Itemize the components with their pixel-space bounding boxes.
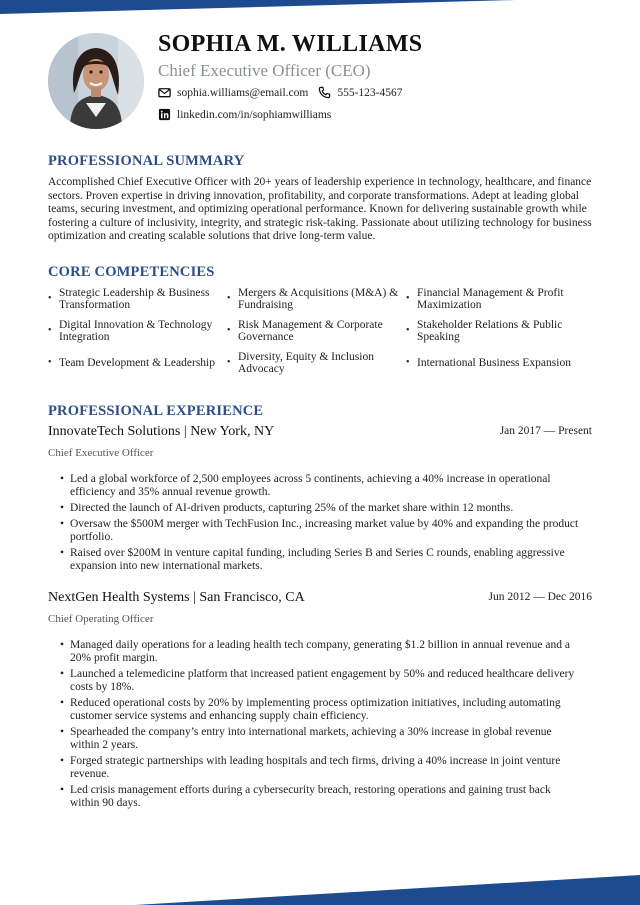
competency-item: • International Business Expansion	[406, 356, 571, 369]
achievement-item: • Managed daily operations for a leading health tech company, generating $1.2 billion in annual revenue and a 20% profit margin.	[60, 639, 570, 664]
email-icon	[158, 86, 171, 99]
linkedin-link[interactable]: linkedin.com/in/sophiamwilliams	[177, 108, 332, 121]
job-company: NextGen Health Systems | San Francisco, CA	[48, 590, 305, 605]
achievement-item: • Reduced operational costs by 20% by implementing process optimization initiatives, including automating customer service systems and enhancing supply chain efficiency.	[60, 697, 561, 722]
job-company: InnovateTech Solutions | New York, NY	[48, 424, 275, 439]
competency-item: • Digital Innovation & Technology Integration	[48, 318, 213, 343]
competency-item: • Risk Management & Corporate Governance	[227, 318, 383, 343]
competency-item: • Team Development & Leadership	[48, 356, 215, 369]
achievement-item: • Directed the launch of AI-driven products, capturing 25% of the market share within 12 months.	[60, 502, 514, 514]
summary-text: Accomplished Chief Executive Officer with 20+ years of leadership experience in technology, healthcare, and finance sectors. Proven expertise in driving innovation, profitability, and corporate transformations. Adept at leading global teams, securing investment, and optimizing operational performance. Known for delivering sustainable growth while fostering a culture of inclusivity, integrity, and strategic risk-taking. Passionate about utilizing technology for business optimization and creating scalable solutions that drive long-term value.	[48, 176, 592, 242]
job-role: Chief Executive Officer	[48, 447, 154, 459]
achievement-item: • Led crisis management efforts during a cybersecurity breach, restoring operations and gaining trust back within 90 days.	[60, 784, 551, 809]
competency-item: • Mergers & Acquisitions (M&A) & Fundraising	[227, 286, 399, 311]
contact-row-secondary	[158, 108, 331, 121]
job-dates: Jan 2017 — Present	[499, 425, 592, 437]
job-title: Chief Executive Officer (CEO)	[158, 61, 371, 80]
top-accent-bar	[0, 0, 640, 14]
phone-number[interactable]: 555-123-4567	[337, 86, 403, 99]
linkedin-icon	[158, 108, 171, 121]
profile-photo	[48, 33, 144, 129]
competency-item: • Stakeholder Relations & Public Speaking	[406, 318, 563, 343]
competency-item: • Strategic Leadership & Business Transformation	[48, 286, 210, 311]
competency-item: • Diversity, Equity & Inclusion Advocacy	[227, 350, 374, 375]
achievement-item: • Forged strategic partnerships with leading hospitals and tech firms, driving a 40% increase in joint venture revenue.	[60, 755, 561, 780]
contact-row-primary	[158, 86, 403, 99]
competencies-list	[48, 286, 596, 376]
achievement-item: • Raised over $200M in venture capital funding, including Series B and Series C rounds, enabling aggressive expansion into new international markets.	[60, 547, 565, 572]
achievement-item: • Oversaw the $500M merger with TechFusion Inc., increasing market value by 40% and expanding the product portfolio.	[60, 518, 579, 543]
phone-icon	[318, 86, 331, 99]
job-achievements	[60, 639, 580, 813]
email-link[interactable]: sophia.williams@email.com	[177, 86, 309, 99]
job-achievements	[60, 473, 580, 576]
achievement-item: • Spearheaded the company’s entry into international markets, achieving a 30% increase in global revenue within 2 years.	[60, 726, 552, 751]
achievement-item: • Led a global workforce of 2,500 employees across 5 continents, achieving a 40% increase in operational efficiency and 35% annual revenue growth.	[60, 473, 551, 498]
job-dates: Jun 2012 — Dec 2016	[488, 591, 592, 603]
bottom-accent-bar	[0, 875, 640, 905]
competencies-heading: CORE COMPETENCIES	[48, 264, 215, 280]
summary-heading: PROFESSIONAL SUMMARY	[48, 153, 245, 169]
competency-item: • Financial Management & Profit Maximization	[406, 286, 564, 311]
achievement-item: • Launched a telemedicine platform that increased patient engagement by 50% and reduced healthcare delivery costs by 18%.	[60, 668, 575, 693]
job-role: Chief Operating Officer	[48, 613, 154, 625]
candidate-name: SOPHIA M. WILLIAMS	[158, 31, 423, 57]
experience-heading: PROFESSIONAL EXPERIENCE	[48, 403, 264, 419]
